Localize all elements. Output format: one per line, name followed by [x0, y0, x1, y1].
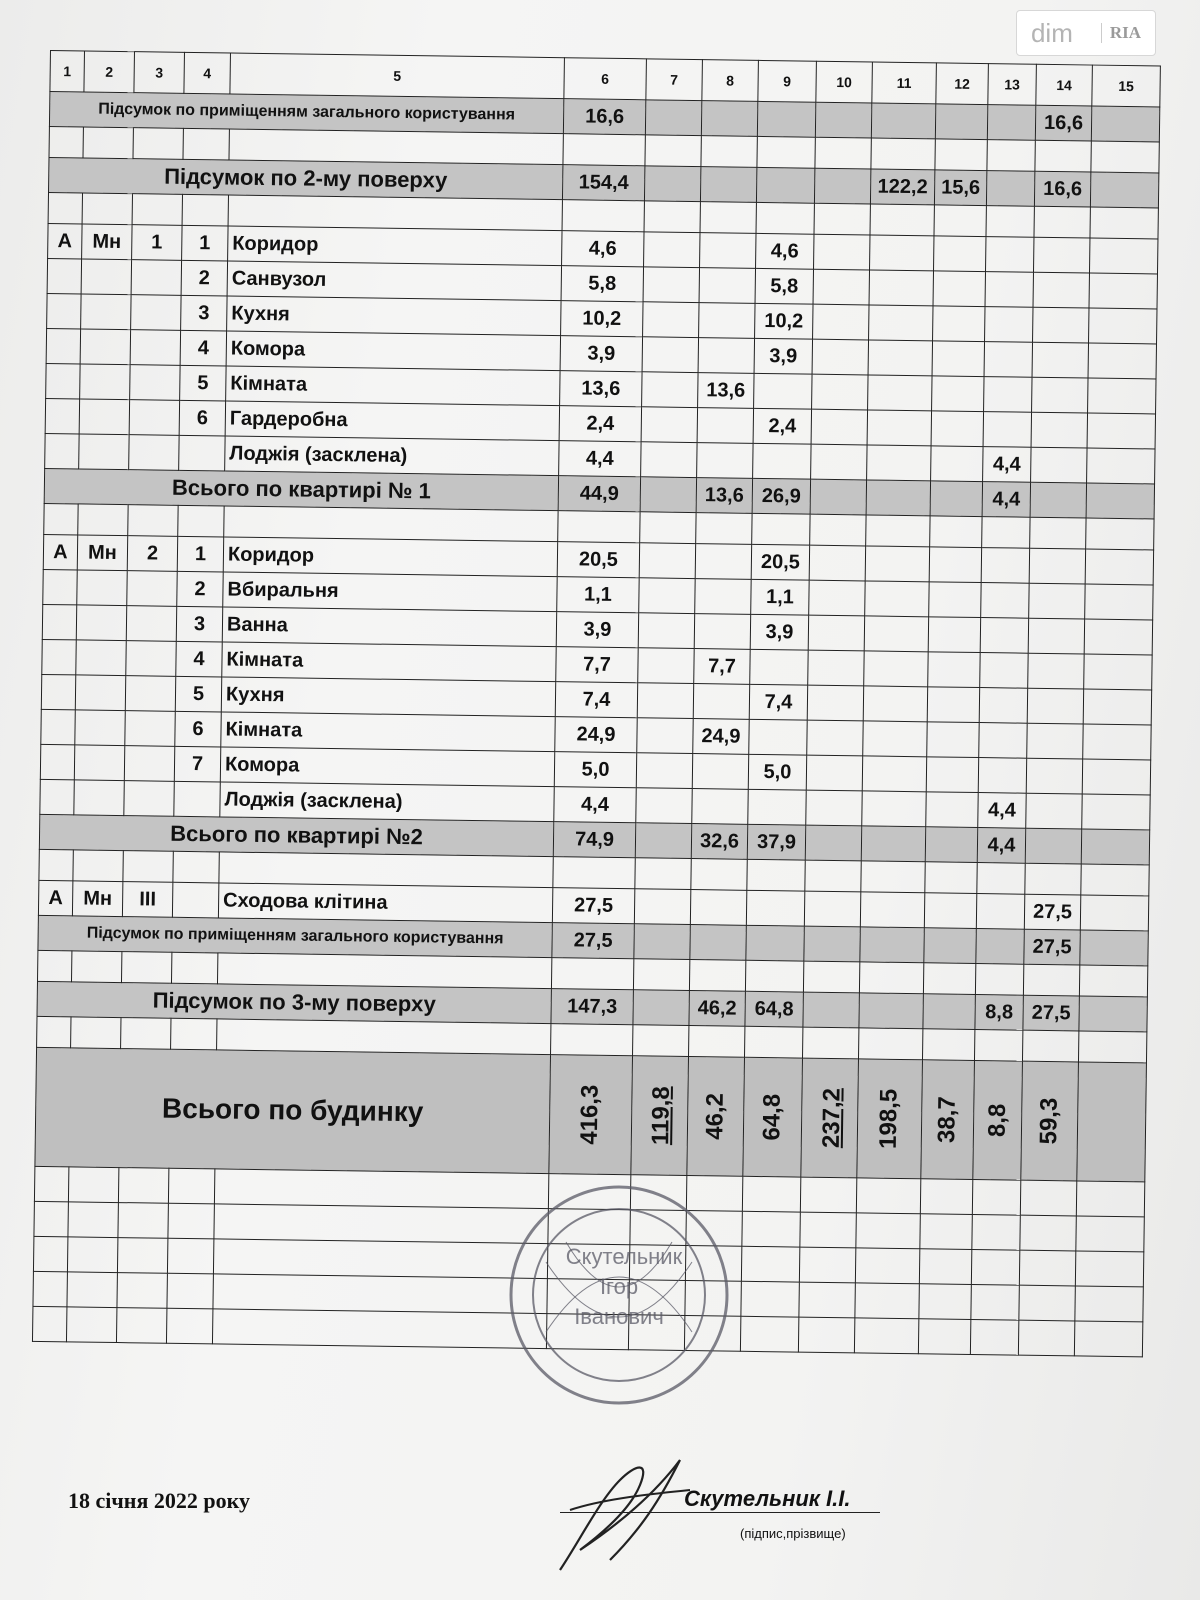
floor3-subtotal-c9: 64,8	[745, 991, 803, 1027]
building-total-c14: 59,3	[1021, 1061, 1079, 1181]
room-c13	[981, 583, 1029, 619]
room-c9	[749, 719, 807, 755]
floor2-common-c6: 16,6	[563, 99, 645, 135]
header-col-3: 3	[134, 52, 185, 94]
room-c9: 3,9	[754, 338, 812, 374]
room-c8	[694, 614, 750, 650]
header-col-15: 15	[1092, 65, 1161, 107]
building-total-c10: 237,2	[801, 1058, 859, 1178]
room-c6: 7,7	[556, 647, 638, 683]
stairwell-num: III	[122, 882, 172, 918]
room-c6: 1,1	[557, 577, 639, 613]
apt2-total-c9: 37,9	[747, 824, 805, 860]
room-number: 3	[181, 295, 227, 331]
floor2-subtotal-c14: 16,6	[1034, 171, 1090, 207]
official-stamp	[506, 1182, 732, 1408]
building-total-c6: 416,3	[549, 1055, 633, 1175]
room-c8: 7,7	[694, 649, 750, 685]
room-c8: 24,9	[693, 719, 749, 755]
header-col-2: 2	[84, 51, 135, 93]
room-c6: 4,4	[559, 441, 641, 477]
floor3-subtotal-c13: 8,8	[975, 995, 1023, 1031]
room-c13	[983, 412, 1031, 448]
room-name: Коридор	[228, 226, 562, 266]
room-c6: 7,4	[555, 682, 637, 718]
floor3-common-c6: 27,5	[552, 923, 634, 959]
floor2-subtotal-label: Підсумок по 2-му поверху	[49, 157, 563, 199]
floor3-common-subtotal-label: Підсумок по приміщенням загального користування	[38, 915, 552, 957]
header-col-4: 4	[184, 52, 231, 94]
room-number: 4	[176, 641, 222, 677]
building-total-c8: 46,2	[687, 1057, 745, 1177]
room-c8	[699, 268, 755, 304]
room-c13	[980, 653, 1028, 689]
apt2-total-c6: 74,9	[553, 822, 635, 858]
room-c9: 5,0	[748, 754, 806, 790]
floor3-subtotal-label: Підсумок по 3-му поверху	[37, 981, 551, 1023]
room-number: 7	[174, 746, 220, 782]
room-number: 2	[177, 571, 223, 607]
room-c9: 5,8	[755, 268, 813, 304]
apt1-total-c6: 44,9	[558, 476, 640, 512]
room-name: Кімната	[222, 642, 556, 682]
apt2-total-c8: 32,6	[691, 824, 747, 860]
header-col-5: 5	[230, 53, 565, 99]
room-name: Кухня	[221, 677, 555, 717]
floor2-subtotal-c6: 154,4	[562, 165, 644, 201]
room-c6: 3,9	[560, 336, 642, 372]
room-c9: 7,4	[749, 684, 807, 720]
room-c9: 2,4	[753, 408, 811, 444]
floor3-subtotal-c14: 27,5	[1023, 995, 1079, 1031]
apt1-use: Мн	[82, 224, 132, 260]
header-col-1: 1	[50, 51, 85, 92]
room-c13	[985, 272, 1033, 308]
room-number: 6	[175, 711, 221, 747]
stairwell-lit: А	[38, 880, 72, 915]
apt2-use: Мн	[77, 535, 127, 571]
room-number: 1	[177, 536, 223, 572]
room-name: Коридор	[223, 537, 557, 577]
room-c8	[695, 579, 751, 615]
room-c6: 5,8	[561, 266, 643, 302]
stairwell-c14: 27,5	[1024, 894, 1080, 930]
watermark-brand-right: RIA	[1101, 23, 1141, 43]
stamp-patronymic: Іванович	[574, 1304, 664, 1329]
watermark-brand-left: dim	[1030, 17, 1073, 48]
room-number: 4	[180, 330, 226, 366]
room-c9	[748, 789, 806, 825]
room-c8	[700, 233, 756, 269]
header-col-9: 9	[758, 60, 817, 102]
room-c8	[698, 338, 754, 374]
apt2-lit: А	[43, 534, 77, 569]
signer-name: Скутельник І.І.	[684, 1486, 851, 1511]
stairwell-name: Сходова клітина	[218, 883, 552, 923]
apt2-total-c13: 4,4	[977, 828, 1025, 864]
room-number	[174, 781, 220, 817]
apt1-total-c8: 13,6	[696, 478, 752, 514]
floor2-subtotal-c11: 122,2	[870, 169, 934, 205]
room-name: Лоджія (засклена)	[225, 436, 559, 476]
room-c13	[985, 307, 1033, 343]
room-name: Комора	[226, 331, 560, 371]
stairwell-c6: 27,5	[552, 888, 634, 924]
room-c6: 24,9	[555, 717, 637, 753]
room-number: 3	[176, 606, 222, 642]
room-number: 5	[180, 365, 226, 401]
building-total-c13: 8,8	[973, 1061, 1023, 1181]
dim-ria-watermark	[1016, 10, 1156, 56]
header-col-11: 11	[872, 62, 937, 104]
room-name: Кімната	[226, 366, 560, 406]
room-name: Кухня	[227, 296, 561, 336]
room-c6: 4,6	[562, 231, 644, 267]
room-c6: 2,4	[559, 406, 641, 442]
room-number: 5	[175, 676, 221, 712]
room-number: 6	[179, 400, 225, 436]
room-number	[179, 435, 225, 471]
room-c8	[695, 544, 751, 580]
room-c13	[979, 688, 1027, 724]
apt2-total-label: Всього по квартирі №2	[39, 814, 553, 856]
header-col-14: 14	[1036, 64, 1093, 106]
building-total-c7: 119,8	[631, 1056, 689, 1176]
document-date: 18 січня 2022 року	[68, 1488, 250, 1513]
room-c9	[750, 649, 808, 685]
room-c13	[984, 342, 1032, 378]
room-c9	[754, 373, 812, 409]
area-table	[32, 50, 1161, 1357]
header-col-7: 7	[646, 59, 703, 101]
room-c8	[697, 443, 753, 479]
floor3-common-c14: 27,5	[1024, 929, 1080, 965]
room-number: 1	[182, 225, 228, 261]
room-c6: 5,0	[554, 752, 636, 788]
building-total-c11: 198,5	[857, 1059, 923, 1179]
header-col-13: 13	[988, 64, 1037, 106]
room-c6: 3,9	[556, 612, 638, 648]
apt1-total-label: Всього по квартирі № 1	[44, 468, 558, 510]
room-c6: 20,5	[557, 542, 639, 578]
apt1-total-c9: 26,9	[752, 478, 810, 514]
room-c13	[980, 618, 1028, 654]
floor2-common-c14: 16,6	[1035, 105, 1091, 141]
room-c8	[692, 789, 748, 825]
room-c8: 13,6	[698, 373, 754, 409]
header-col-8: 8	[702, 60, 759, 102]
floor3-subtotal-c8: 46,2	[689, 991, 745, 1027]
room-c13	[979, 723, 1027, 759]
header-col-12: 12	[936, 63, 989, 105]
room-c13	[984, 377, 1032, 413]
room-name: Санвузол	[227, 261, 561, 301]
apt1-total-c13: 4,4	[982, 482, 1030, 518]
room-c13	[981, 548, 1029, 584]
header-col-6: 6	[564, 58, 647, 100]
room-c9: 10,2	[755, 303, 813, 339]
floor3-subtotal-c6: 147,3	[551, 989, 633, 1025]
apt2-num: 2	[127, 536, 177, 572]
room-c9: 1,1	[751, 579, 809, 615]
room-name: Вбиральня	[223, 572, 557, 612]
room-name: Комора	[220, 747, 554, 787]
room-c13: 4,4	[978, 793, 1026, 829]
room-c13	[978, 758, 1026, 794]
building-total-c12: 38,7	[921, 1060, 975, 1180]
stamp-surname: Скутельник	[565, 1244, 683, 1269]
floor2-common-subtotal-label: Підсумок по приміщенням загального користування	[49, 92, 563, 134]
apt1-lit: А	[48, 223, 82, 258]
room-name: Лоджія (засклена)	[220, 782, 554, 822]
room-c13	[985, 237, 1033, 273]
room-c6: 13,6	[560, 371, 642, 407]
building-total-label: Всього по будинку	[35, 1047, 551, 1173]
room-c6: 4,4	[554, 787, 636, 823]
room-c9: 20,5	[751, 544, 809, 580]
room-c9	[753, 443, 811, 479]
signature-note: (підпис,прізвище)	[740, 1526, 846, 1541]
building-total-c9: 64,8	[743, 1057, 803, 1177]
room-c8	[693, 684, 749, 720]
room-name: Гардеробна	[225, 401, 559, 441]
room-c8	[692, 754, 748, 790]
room-c9: 4,6	[756, 233, 814, 269]
stamp-name: Ігор	[599, 1274, 639, 1299]
header-col-10: 10	[816, 61, 873, 103]
building-total-row	[35, 1047, 1147, 1181]
signature-line	[560, 1512, 880, 1513]
room-c6: 10,2	[561, 301, 643, 337]
room-c8	[699, 303, 755, 339]
room-c13: 4,4	[983, 447, 1031, 483]
room-name: Кімната	[221, 712, 555, 752]
room-c8	[697, 408, 753, 444]
room-number: 2	[181, 260, 227, 296]
room-c9: 3,9	[750, 614, 808, 650]
apt1-num: 1	[132, 225, 182, 261]
floor2-subtotal-c12: 15,6	[934, 170, 986, 206]
room-name: Ванна	[222, 607, 556, 647]
stairwell-use: Мн	[72, 881, 122, 917]
